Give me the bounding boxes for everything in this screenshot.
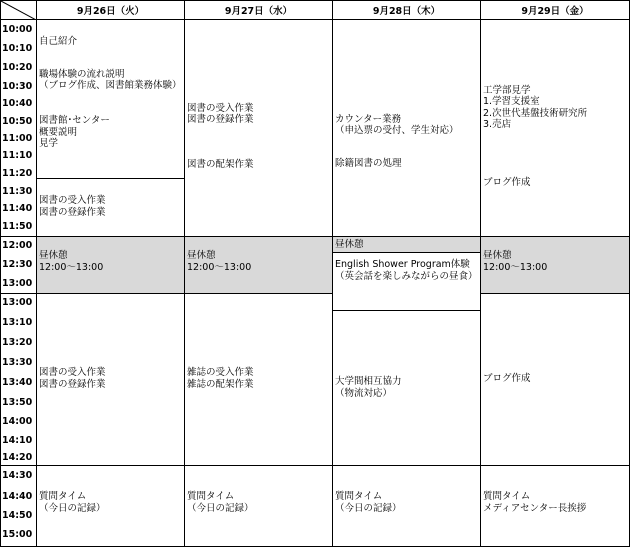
time-label: 13:20 [2, 337, 33, 348]
time-label: 10:30 [2, 81, 33, 92]
wed-morning [184, 19, 333, 237]
diagonal-line [1, 1, 37, 20]
time-label: 13:30 [2, 357, 33, 368]
wed-lunch: 昼休憩 12:00～13:00 [184, 236, 333, 294]
time-label: 14:50 [2, 510, 33, 521]
time-label: 11:20 [2, 168, 33, 179]
tue-intro: 自己紹介 [39, 35, 78, 47]
thu-lunch: 昼休憩 [332, 236, 481, 253]
time-label: 14:10 [2, 435, 33, 446]
fri-engineering-tour: 工学部見学 1.学習支援室 2.次世代基盤技術研究所 3.売店 [483, 84, 588, 130]
header-fri: 9月29日（金） [480, 0, 630, 20]
header-wed: 9月27日（水） [184, 0, 333, 20]
fri-afternoon: ブログ作成 [480, 293, 630, 466]
time-label: 14:40 [2, 491, 33, 502]
tue-lunch: 昼休憩 12:00～13:00 [36, 236, 185, 294]
wed-afternoon: 雑誌の受入作業 雑誌の配架作業 [184, 293, 333, 466]
thu-weeding: 除籍図書の処理 [335, 158, 402, 169]
time-label: 11:40 [2, 203, 33, 214]
header-thu: 9月28日（木） [332, 0, 481, 20]
tue-morning-2: 図書の受入作業 図書の登録作業 [36, 178, 185, 237]
time-divider [0, 293, 37, 294]
time-divider [0, 236, 37, 237]
tue-tour: 図書館･センター 概要説明 見学 [39, 115, 110, 149]
time-label: 10:00 [2, 24, 33, 35]
time-label: 14:30 [2, 470, 33, 481]
time-divider [0, 465, 37, 466]
fri-lunch: 昼休憩 12:00～13:00 [480, 236, 630, 294]
time-label: 11:10 [2, 150, 33, 161]
tue-flow-explain: 職場体験の流れ説明 （ブログ作成、図書館業務体験） [39, 68, 182, 91]
time-label: 13:00 [2, 297, 33, 308]
time-label: 11:50 [2, 221, 33, 232]
time-label: 12:00 [2, 240, 33, 251]
time-label: 12:30 [2, 259, 33, 270]
thu-morning [332, 19, 481, 237]
time-label: 10:50 [2, 116, 33, 127]
thu-counter: カウンター業務 （申込票の受付、学生対応） [335, 113, 459, 136]
time-label: 11:00 [2, 133, 33, 144]
fri-question-time: 質問タイム メディアセンター長挨拶 [480, 465, 630, 547]
wed-question-time: 質問タイム （今日の記録） [184, 465, 333, 547]
time-label: 13:40 [2, 377, 33, 388]
fri-morning [480, 19, 630, 237]
tue-morning-1 [36, 19, 185, 179]
wed-shelving: 図書の配架作業 [187, 159, 254, 170]
thu-english-shower: English Shower Program体験 （英会話を楽しみながらの昼食） [332, 252, 481, 311]
time-label: 14:20 [2, 452, 33, 463]
thu-afternoon: 大学間相互協力 （物流対応） [332, 310, 481, 466]
wed-accept: 図書の受入作業 図書の登録作業 [187, 102, 254, 125]
time-label: 13:10 [2, 317, 33, 328]
tue-afternoon: 図書の受入作業 図書の登録作業 [36, 293, 185, 466]
time-label: 10:20 [2, 62, 33, 73]
time-label: 11:30 [2, 186, 33, 197]
time-label: 13:50 [2, 397, 33, 408]
time-label: 13:00 [2, 278, 33, 289]
fri-blog: ブログ作成 [483, 177, 531, 188]
thu-question-time: 質問タイム （今日の記録） [332, 465, 481, 547]
time-label: 10:40 [2, 98, 33, 109]
time-label: 15:00 [2, 529, 33, 540]
time-label: 10:10 [2, 43, 33, 54]
tue-question-time: 質問タイム （今日の記録） [36, 465, 185, 547]
header-tue: 9月26日（火） [36, 0, 185, 20]
time-label: 14:00 [2, 416, 33, 427]
table-corner [0, 0, 37, 20]
